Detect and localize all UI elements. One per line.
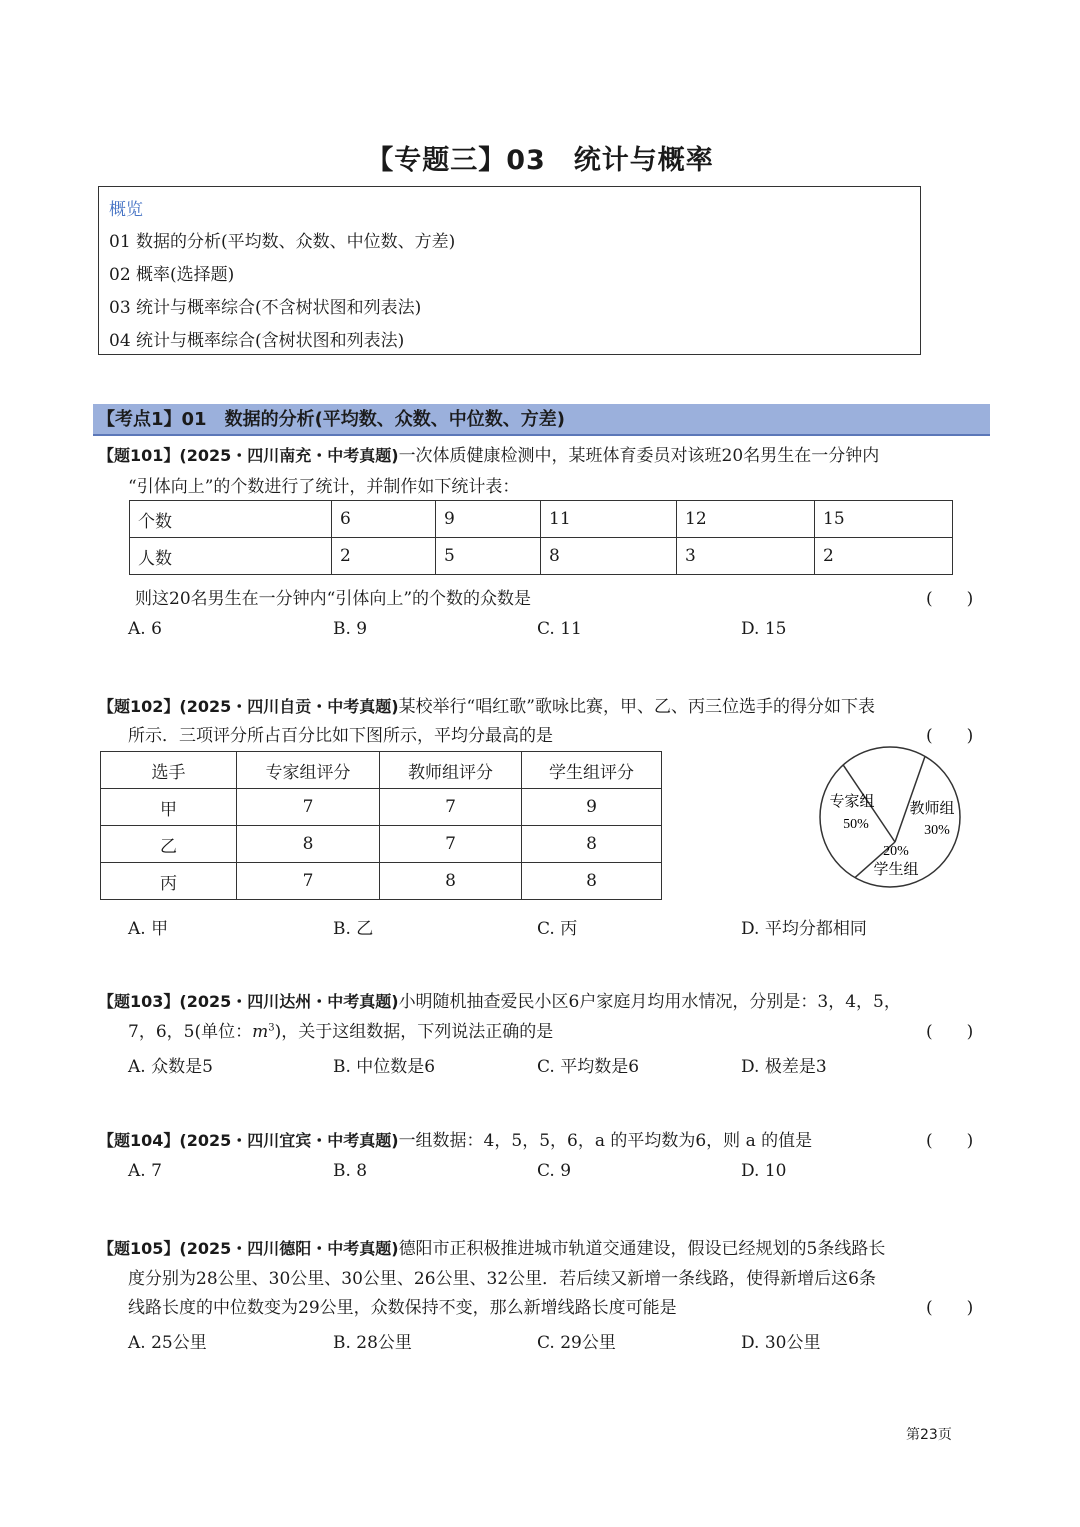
- q105-text1: 德阳市正积极推进城市轨道交通建设，假设已经规划的5条线路长: [398, 1239, 886, 1259]
- q101-table: [129, 500, 953, 575]
- q101-tag: 【题101】(2025・四川南充・中考真题): [98, 446, 399, 465]
- table-cell: 11: [541, 501, 677, 538]
- q103-line1: [98, 987, 901, 1012]
- table-row: [130, 501, 953, 538]
- table-header-cell: 选手: [101, 752, 237, 789]
- table-cell: 7: [237, 789, 380, 826]
- table-row: [101, 752, 662, 789]
- option-a: A. 众数是5: [128, 1057, 213, 1077]
- pie-value: 50%: [843, 817, 869, 832]
- answer-blank: ( ): [926, 1131, 974, 1151]
- option-b: B. 9: [333, 619, 368, 639]
- table-cell: 7: [380, 826, 522, 863]
- q105-line3: 线路长度的中位数变为29公里，众数保持不变，那么新增线路长度可能是: [128, 1298, 677, 1318]
- table-cell: 7: [237, 863, 380, 900]
- option-d: D. 15: [741, 619, 787, 639]
- table-cell: 8: [541, 538, 677, 575]
- q103-tag: 【题103】(2025・四川达州・中考真题): [98, 992, 399, 1011]
- table-row: [101, 826, 662, 863]
- table-cell: 9: [522, 789, 662, 826]
- page-number: 第23页: [906, 1427, 952, 1443]
- answer-blank: ( ): [926, 589, 974, 609]
- q105-line1: [98, 1234, 885, 1259]
- option-a: A. 7: [128, 1161, 162, 1181]
- q102-table: [100, 751, 662, 900]
- table-cell: 2: [332, 538, 436, 575]
- option-d: D. 30公里: [741, 1333, 821, 1353]
- table-cell: 3: [677, 538, 815, 575]
- option-a: A. 甲: [128, 919, 169, 939]
- overview-item: 04 统计与概率综合(含树状图和列表法): [109, 331, 405, 351]
- option-d: D. 10: [741, 1161, 787, 1181]
- table-cell: 15: [815, 501, 953, 538]
- table-cell: 2: [815, 538, 953, 575]
- table-cell: 丙: [101, 863, 237, 900]
- q102-line1: [98, 692, 875, 717]
- option-a: A. 6: [128, 619, 162, 639]
- table-cell: 9: [436, 501, 541, 538]
- table-cell: 8: [380, 863, 522, 900]
- overview-item: 01 数据的分析(平均数、众数、中位数、方差): [109, 232, 456, 252]
- option-b: B. 乙: [333, 919, 374, 939]
- table-cell: 8: [522, 863, 662, 900]
- table-header-cell: 专家组评分: [237, 752, 380, 789]
- answer-blank: ( ): [926, 726, 974, 746]
- option-a: A. 25公里: [128, 1333, 207, 1353]
- table-cell: 5: [436, 538, 541, 575]
- answer-blank: ( ): [926, 1298, 974, 1318]
- overview-item: 02 概率(选择题): [109, 265, 235, 285]
- table-header-cell: 学生组评分: [522, 752, 662, 789]
- option-c: C. 丙: [537, 919, 578, 939]
- q102-tag: 【题102】(2025・四川自贡・中考真题): [98, 697, 399, 716]
- table-cell: 个数: [130, 501, 332, 538]
- table-row: [101, 789, 662, 826]
- q101-line2: “引体向上”的个数进行了统计，并制作如下统计表：: [128, 477, 520, 497]
- table-cell: 6: [332, 501, 436, 538]
- pie-chart: [810, 745, 970, 895]
- q103-text1: 小明随机抽查爱民小区6户家庭月均用水情况，分别是：3，4，5，: [398, 992, 901, 1012]
- q101-text1: 一次体质健康检测中，某班体育委员对该班20名男生在一分钟内: [398, 446, 880, 466]
- q101-line1: [98, 441, 879, 466]
- table-cell: 人数: [130, 538, 332, 575]
- option-c: C. 平均数是6: [537, 1057, 640, 1077]
- option-b: B. 中位数是6: [333, 1057, 436, 1077]
- table-cell: 甲: [101, 789, 237, 826]
- q103-text2b: )，关于这组数据，下列说法正确的是: [274, 1022, 554, 1042]
- unit-variable: m: [252, 1022, 269, 1042]
- q104-text1: 一组数据：4，5，5，6，a 的平均数为6，则 a 的值是: [398, 1131, 813, 1151]
- table-header-cell: 教师组评分: [380, 752, 522, 789]
- option-d: D. 平均分都相同: [741, 919, 867, 939]
- overview-box: [98, 186, 921, 355]
- unit-exponent: 3: [268, 1022, 275, 1034]
- option-d: D. 极差是3: [741, 1057, 827, 1077]
- table-cell: 8: [237, 826, 380, 863]
- pie-value: 30%: [924, 823, 950, 838]
- option-c: C. 29公里: [537, 1333, 616, 1353]
- section-heading: 【考点1】01 数据的分析(平均数、众数、中位数、方差): [93, 404, 990, 436]
- pie-label: 学生组: [873, 862, 919, 878]
- answer-blank: ( ): [926, 1022, 974, 1042]
- table-cell: 12: [677, 501, 815, 538]
- pie-label: 教师组: [909, 801, 955, 817]
- pie-value: 20%: [883, 844, 909, 859]
- q102-text1: 某校举行“唱红歌”歌咏比赛，甲、乙、丙三位选手的得分如下表: [398, 697, 875, 717]
- q103-text2a: 7，6，5(单位：: [128, 1022, 253, 1042]
- option-c: C. 9: [537, 1161, 572, 1181]
- table-cell: 7: [380, 789, 522, 826]
- q102-line2: 所示．三项评分所占百分比如下图所示，平均分最高的是: [128, 726, 553, 746]
- option-c: C. 11: [537, 619, 582, 639]
- table-row: [130, 538, 953, 575]
- q105-tag: 【题105】(2025・四川德阳・中考真题): [98, 1239, 399, 1258]
- overview-item: 03 统计与概率综合(不含树状图和列表法): [109, 298, 422, 318]
- q103-line2: [128, 1017, 553, 1042]
- option-b: B. 8: [333, 1161, 368, 1181]
- table-row: [101, 863, 662, 900]
- pie-label: 专家组: [829, 794, 875, 810]
- q104-line1: [98, 1126, 812, 1151]
- page-title: 【专题三】03 统计与概率: [366, 145, 714, 176]
- q101-stem: 则这20名男生在一分钟内“引体向上”的个数的众数是: [135, 589, 532, 609]
- option-b: B. 28公里: [333, 1333, 412, 1353]
- q104-tag: 【题104】(2025・四川宜宾・中考真题): [98, 1131, 399, 1150]
- overview-heading: 概览: [109, 200, 143, 220]
- table-cell: 乙: [101, 826, 237, 863]
- q105-line2: 度分别为28公里、30公里、30公里、26公里、32公里．若后续又新增一条线路，使得新增后这6条: [128, 1269, 876, 1289]
- table-cell: 8: [522, 826, 662, 863]
